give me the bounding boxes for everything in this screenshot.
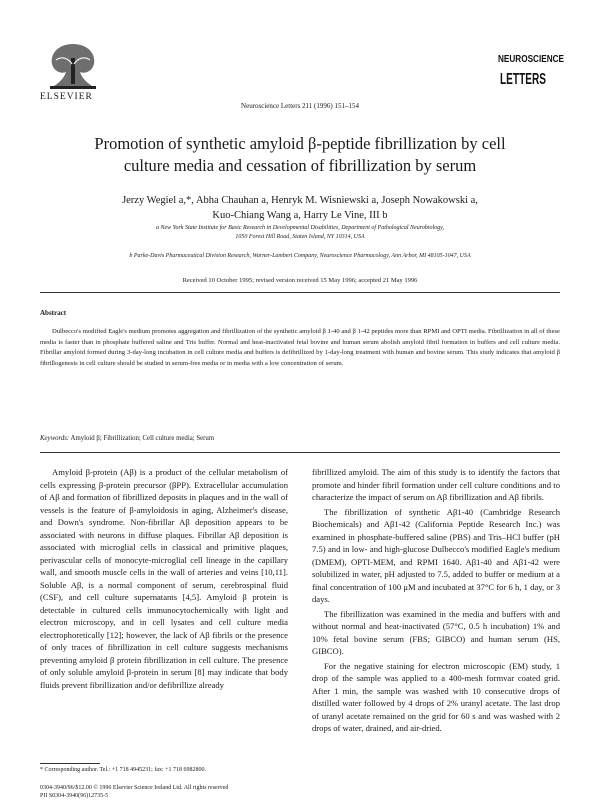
elsevier-tree-logo [44, 38, 102, 90]
copyright-line-2: PII S0304-3940(96)12735-5 [40, 793, 109, 799]
received-dates: Received 10 October 1995; revised version received 15 May 1996; accepted 21 May 1996 [182, 277, 418, 284]
author-list [50, 193, 550, 223]
title-line-2: culture media and cessation of fibrillization by serum [123, 156, 477, 175]
publisher-name: ELSEVIER [40, 92, 93, 102]
divider-abstract [40, 452, 560, 453]
body-column-left [40, 466, 288, 691]
title-line-1: Promotion of synthetic amyloid β-peptide fibrillization by cell [94, 134, 506, 153]
body-paragraph: The fibrillization was examined in the media and buffers with and without normal and heat-inactivated (57°C, 0.5 h incubation) 1% and 10% fetal bovine serum (FBS; GIBCO) and human serum (HS, GIBCO). [312, 608, 560, 656]
footnote-divider [40, 763, 100, 764]
affiliation-a-line-2: 1050 Forest Hill Road, Staten Island, NY 10314, USA [235, 234, 365, 240]
abstract-heading: Abstract [40, 309, 67, 317]
body-column-right [312, 466, 560, 735]
journal-logo [496, 40, 566, 96]
journal-logo-line2: LETTERS [500, 71, 547, 88]
copyright-line-1: 0304-3940/96/$12.00 © 1996 Elsevier Science Ireland Ltd. All rights reserved [40, 785, 229, 791]
abstract-text: Dulbecco's modified Eagle's medium promotes aggregation and fibrillization of the synthetic amyloid β 1-40 and β 1-42 peptides more than RPMI and OPTI media. Fibrillization in all of these media is faster than in phosphate buffered saline and Tris buffer. Normal and heat-inactivated fetal bovine and human serum abolish amyloid fibril formation in buffers and cell culture media. Fibrillar amyloid formed during 3-day-long incubation in cell culture media and buffers is defibrillized by 1-day-long treatment with human and bovine serum. This study indicates that amyloid β fibrillogenesis in cell culture should be studied in serum-free media or in media with a low concentration of serum. [40, 328, 560, 367]
affiliation-b: b Parke-Davis Pharmaceutical Division Research, Warner-Lambert Company, Neuroscience Pharmacology, Ann Arbor, MI 48105-1047, USA [129, 253, 471, 259]
divider-top [40, 292, 560, 293]
body-paragraph: fibrillized amyloid. The aim of this study is to identify the factors that promote and hinder fibril formation under cell culture conditions and to characterize the impact of serum on Aβ fibrillization and Aβ fibrils. [312, 467, 560, 502]
corresponding-author-footnote: * Corresponding author. Tel.: +1 718 4945231; fax: +1 718 6982800. [40, 767, 207, 773]
affiliation-a-line-1: a New York State Institute for Basic Research in Developmental Disabilities, Department of Pathological Neurobiology, [156, 225, 444, 231]
authors-line-1: Jerzy Wegiel a,*, Abha Chauhan a, Henryk M. Wisniewski a, Joseph Nowakowski a, [122, 195, 478, 206]
body-paragraph: Amyloid β-protein (Aβ) is a product of the cellular metabolism of cells expressing β-protein precursor (βPP). Extracellular accumulation of Aβ and formation of fibrillized deposits in plaques and in the wall of vessels is the feature of β-amyloidosis in aging, Alzheimer's disease, and Down's syndrome. Non-fibrillar Aβ deposition appears to be associated with neurons in diffuse plaques. Fibrillar Aβ deposition is associated with microglial cells in classical and primitive plaques, perivascular cells of monocyte-microglial cell lineage in the capillary wall, and smooth muscle cells in the wall of arteries and veins [10,11]. Soluble Aβ, is a normal component of serum, cerebrospinal fluid (CSF), and cell culture supernatants [4,5]. Amyloid β protein is detectable in cultured cells immunocytochemically with light and electron microscopy, and in cell lysates and cell culture media electrophoretically [12]; however, the lack of Aβ fibrils or the presence of only traces of fibrillization in cell culture suggests mechanisms preventing amyloid β protein fibrillization in cell culture. The presence of only soluble amyloid β-protein in serum [8] may indicate that body fluids prevent fibrillization and/or defibrillize already [40, 467, 288, 690]
body-paragraph: For the negative staining for electron microscopic (EM) study, 1 drop of the sample was applied to a 400-mesh formvar coated grid. After 1 min, the sample was washed with 10 consecutive drops of distilled water followed by 4 drops of 2% uranyl acetate. The last drop of uranyl acetate remained on the grid for 60 s and was washed with 2 drops of water, drained, and air-dried. [312, 660, 560, 733]
body-paragraph: The fibrillization of synthetic Aβ1-40 (Cambridge Research Biochemicals) and Aβ1-42 (California Peptide Research Inc.) was examined in phosphate-buffered saline (PBS) and Tris–HCl buffer (pH 7.5) and in low- and high-glucose Dulbecco's modified Eagle's medium (DMEM), OPTI-MEM, and RPMI 1640. Aβ1-40 and Aβ1-42 were solubilized in water, pH adjusted to 7.5, added to buffer or medium at a final concentration of 100 μM and incubated at 37°C for 6 h, 1 day, or 3 days. [312, 506, 560, 604]
authors-line-2: Kuo-Chiang Wang a, Harry Le Vine, III b [212, 210, 388, 221]
keywords-label: Keywords: [40, 435, 70, 442]
journal-reference: Neuroscience Letters 211 (1996) 151–154 [241, 102, 359, 110]
copyright-notice [40, 784, 228, 800]
keywords-list: Amyloid β; Fibrillization; Cell culture media; Serum [70, 435, 215, 442]
journal-logo-line1: NEUROSCIENCE [498, 54, 565, 65]
article-title [70, 133, 530, 177]
keywords [40, 435, 214, 442]
affiliation-a [40, 224, 560, 242]
